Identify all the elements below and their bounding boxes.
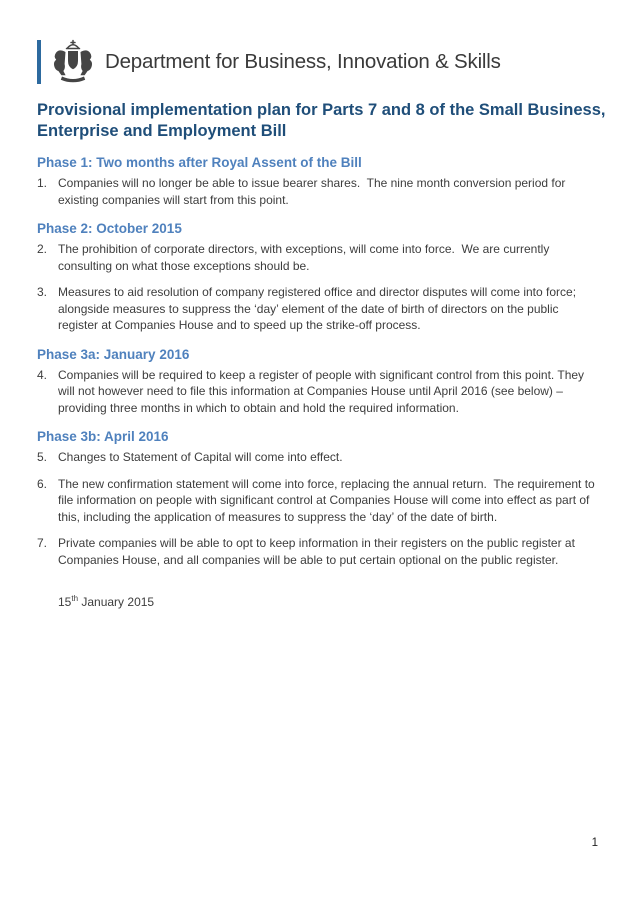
list-item-number: 6. (37, 476, 48, 491)
department-logo (37, 38, 602, 85)
list-item-text: Changes to Statement of Capital will come into effect. (58, 450, 343, 464)
list-item-text: The new confirmation statement will come into force, replacing the annual return. The requirement to file information on people with significant control at Companies House will come into effect as part of this, including the application of measures to suppress the ‘day’ of the date of birth. (58, 476, 599, 524)
list-item-text: The prohibition of corporate directors, with exceptions, will come into force. We are currently consulting on what those exceptions should be. (58, 242, 553, 273)
department-name: Department for Business, Innovation & Skills (105, 49, 501, 73)
royal-coat-of-arms-icon (50, 39, 96, 85)
section-heading-phase-1: Phase 1: Two months after Royal Assent of the Bill (37, 155, 362, 170)
list-item-number: 5. (37, 450, 48, 464)
list-item-number: 7. (37, 536, 48, 550)
list-item-number: 4. (37, 367, 48, 382)
list-item-text: Companies will be required to keep a register of people with significant control from this point. They will not however need to file this information at Companies House until April 2016 (see below) – providing three months in which to obtain and hold the required information. (58, 367, 588, 415)
list-item-number: 2. (37, 242, 48, 256)
section-heading-phase-3a: Phase 3a: January 2016 (37, 346, 190, 362)
section-heading-phase-2: Phase 2: October 2015 (37, 221, 182, 236)
date-ordinal: th (71, 594, 79, 603)
list-item (37, 175, 602, 208)
page-content (37, 38, 606, 609)
list-item-text: Measures to aid resolution of company registered office and director disputes will come into force; alongside measures to suppress the ‘day’ element of the date of birth of directors on the public register at Companies House and to speed up the strike-off process. (58, 285, 580, 332)
document-title: Provisional implementation plan for Parts 7 and 8 of the Small Business, Enterprise and Employment Bill (37, 101, 606, 140)
list-item-text: Private companies will be able to opt to keep information in their registers on the public register at Companies House, and all companies will be able to put certain optional on the public register. (58, 536, 579, 567)
list-item-number: 3. (37, 285, 48, 299)
list-item (37, 535, 602, 568)
date-rest: January 2015 (78, 595, 155, 609)
page-number: 1 (591, 837, 598, 849)
document-date (58, 595, 602, 609)
list-item-text: Companies will no longer be able to issue bearer shares. The nine month conversion period for existing companies will start from this point. (58, 176, 569, 207)
list-item (37, 449, 602, 466)
date-day: 15 (58, 595, 72, 609)
list-item (37, 476, 602, 526)
list-item (37, 241, 602, 274)
list-item-number: 1. (37, 176, 48, 190)
logo-accent-bar (37, 40, 41, 84)
section-heading-phase-3b: Phase 3b: April 2016 (37, 429, 169, 444)
list-item (37, 367, 602, 417)
list-item (37, 284, 602, 334)
